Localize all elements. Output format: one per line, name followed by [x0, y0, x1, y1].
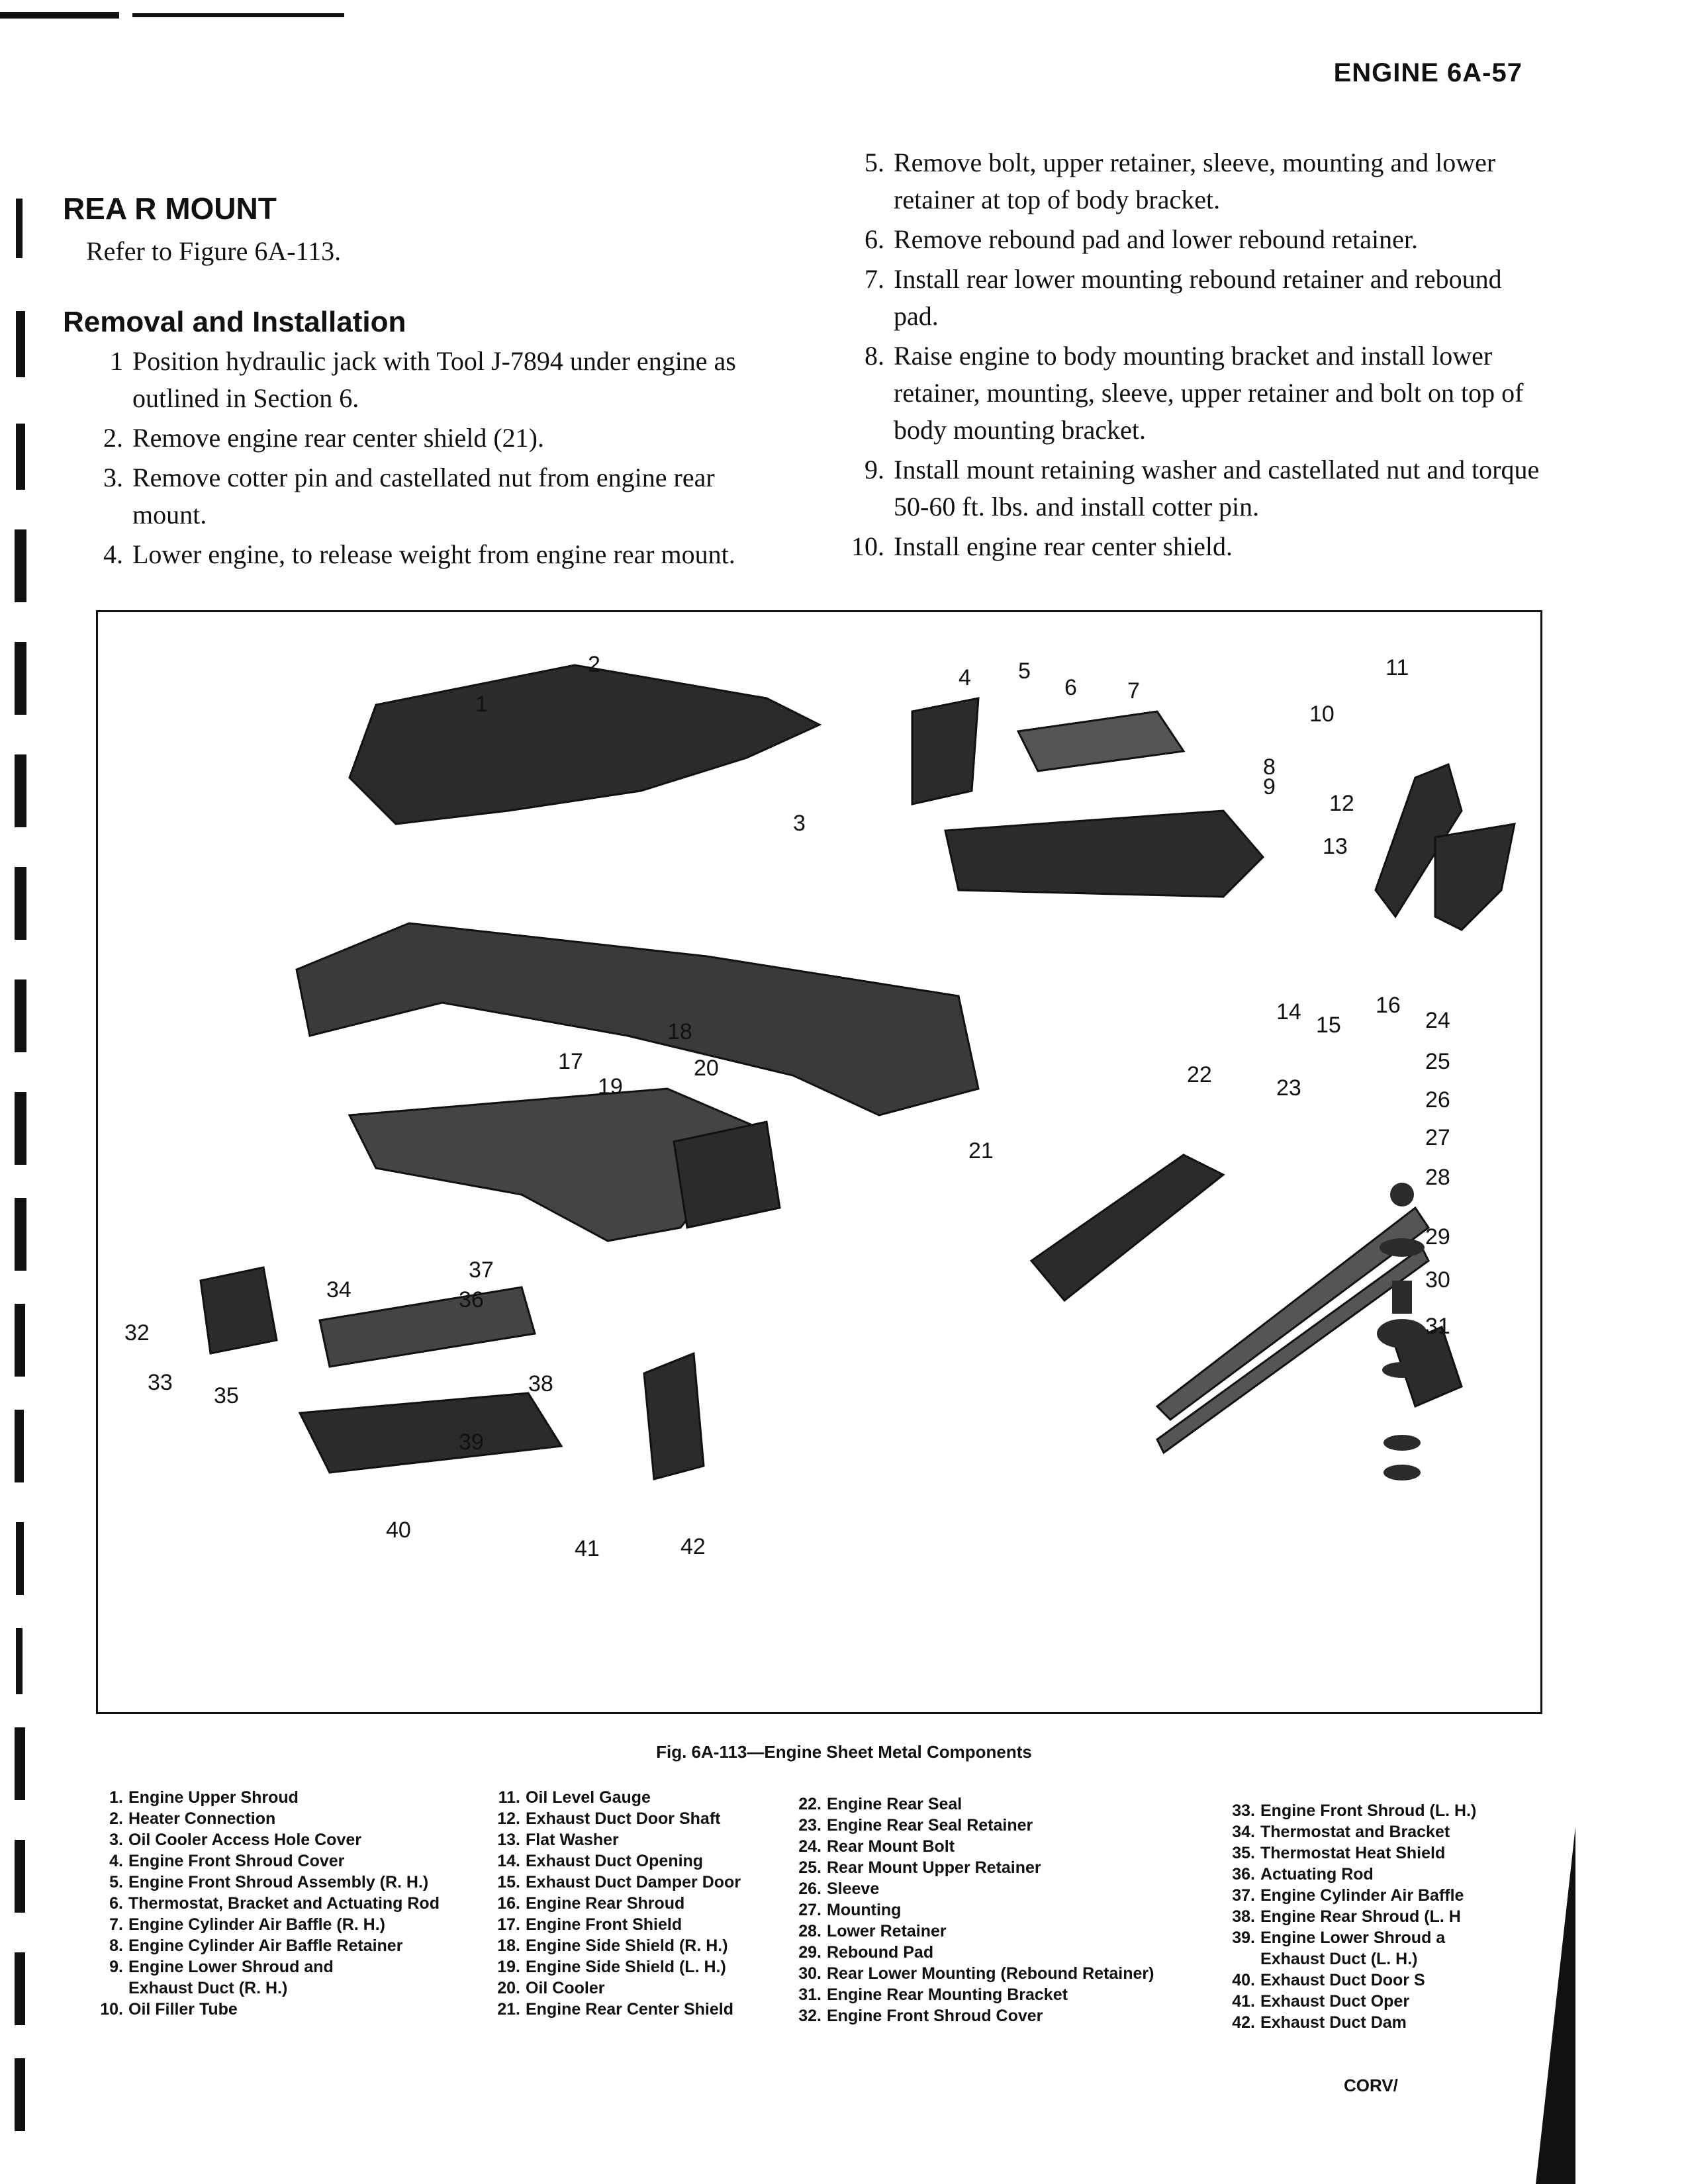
- step-text: Install mount retaining washer and castellated nut and torque 50-60 ft. lbs. and install cotter pin.: [894, 455, 1540, 522]
- legend-label: Engine Rear Seal: [827, 1795, 962, 1813]
- legend-number: 22.: [798, 1795, 821, 1813]
- step-number: 3.: [103, 463, 123, 492]
- page-header: ENGINE 6A-57: [1333, 58, 1523, 87]
- legend-label: Rear Mount Bolt: [827, 1837, 955, 1856]
- callout-number: 33: [148, 1370, 173, 1395]
- legend-label: Exhaust Duct Door Shaft: [526, 1809, 721, 1828]
- callout-number: 18: [667, 1019, 692, 1044]
- procedure-step: [847, 261, 1549, 335]
- legend-item: [798, 1878, 1154, 1899]
- legend-number: 41.: [1232, 1992, 1255, 2011]
- legend-item: [99, 1893, 440, 1914]
- step-text: Install engine rear center shield.: [894, 531, 1233, 561]
- legend-label: Engine Rear Center Shield: [526, 2000, 733, 2019]
- legend-item: [496, 1978, 741, 1999]
- legend-item: [798, 1857, 1154, 1878]
- legend-number: 39.: [1232, 1929, 1255, 1947]
- callout-number: 1: [475, 692, 488, 717]
- exploded-parts-figure: [96, 610, 1542, 1714]
- callout-number: 27: [1425, 1125, 1450, 1150]
- legend-item: [798, 1984, 1154, 2005]
- callout-number: 2: [588, 652, 600, 677]
- step-number: 2.: [103, 423, 123, 453]
- legend-item: [99, 1829, 440, 1850]
- legend-number: 4.: [109, 1852, 123, 1870]
- legend-number: 32.: [798, 2007, 821, 2025]
- scan-shadow: [1536, 1827, 1575, 2184]
- legend-item: [1231, 2012, 1476, 2033]
- callout-number: 37: [469, 1257, 494, 1283]
- legend-number: 2.: [109, 1809, 123, 1828]
- legend-number: 35.: [1232, 1844, 1255, 1862]
- legend-label: Flat Washer: [526, 1831, 619, 1849]
- legend-label: Exhaust Duct Door S: [1260, 1971, 1425, 1989]
- callout-number: 38: [528, 1371, 553, 1396]
- subheading: Removal and Installation: [63, 306, 406, 338]
- procedure-step: [847, 528, 1549, 565]
- legend-label: Engine Lower Shroud a: [1260, 1929, 1446, 1947]
- step-number: 6.: [865, 224, 884, 254]
- callout-number: 12: [1329, 791, 1354, 816]
- legend-item: [99, 1956, 440, 1978]
- callout-number: 10: [1309, 702, 1335, 727]
- callout-number: 14: [1276, 999, 1301, 1024]
- legend-item: [1231, 1821, 1476, 1843]
- scan-edge-mark: [0, 12, 119, 19]
- legend-label: Rebound Pad: [827, 1943, 934, 1962]
- legend-number: 30.: [798, 1964, 821, 1983]
- legend-label: Rear Lower Mounting (Rebound Retainer): [827, 1964, 1154, 1983]
- legend-item: [798, 1921, 1154, 1942]
- legend-number: 25.: [798, 1858, 821, 1877]
- callout-number: 28: [1425, 1165, 1450, 1190]
- legend-label: Thermostat Heat Shield: [1260, 1844, 1446, 1862]
- callout-number: 19: [598, 1074, 623, 1099]
- legend-item: [798, 1942, 1154, 1963]
- legend-label: Exhaust Duct Opening: [526, 1852, 704, 1870]
- legend-number: 1.: [109, 1788, 123, 1807]
- callout-number: 36: [459, 1287, 484, 1312]
- legend-item: [1231, 1843, 1476, 1864]
- legend-number: 18.: [497, 1936, 520, 1955]
- legend-item: [99, 1999, 440, 2020]
- callout-number: 5: [1018, 659, 1031, 684]
- legend-label: Oil Cooler Access Hole Cover: [128, 1831, 361, 1849]
- legend-number: 38.: [1232, 1907, 1255, 1926]
- callout-number: 6: [1064, 675, 1077, 700]
- step-text: Position hydraulic jack with Tool J-7894 under engine as outlined in Section 6.: [132, 346, 736, 413]
- procedure-step: [847, 338, 1549, 449]
- legend-item: [99, 1850, 440, 1872]
- step-number: 5.: [865, 148, 884, 177]
- legend-label: Sleeve: [827, 1880, 880, 1898]
- legend-item: [496, 1893, 741, 1914]
- legend-number: 9.: [109, 1958, 123, 1976]
- legend-number: 42.: [1232, 2013, 1255, 2032]
- legend-label: Actuating Rod: [1260, 1865, 1374, 1884]
- callout-number: 34: [326, 1277, 352, 1302]
- step-text: Remove rebound pad and lower rebound retainer.: [894, 224, 1418, 254]
- legend-number: 36.: [1232, 1865, 1255, 1884]
- legend-label: Engine Front Shield: [526, 1915, 682, 1934]
- callout-number: 8: [1263, 754, 1276, 780]
- figure-reference: Refer to Figure 6A-113.: [86, 236, 342, 266]
- legend-label: Lower Retainer: [827, 1922, 947, 1940]
- callout-number: 35: [214, 1383, 239, 1408]
- legend-item: [798, 1963, 1154, 1984]
- legend-number: 40.: [1232, 1971, 1255, 1989]
- legend-label: Engine Front Shroud Assembly (R. H.): [128, 1873, 429, 1891]
- legend-number: 6.: [109, 1894, 123, 1913]
- legend-label: Engine Cylinder Air Baffle Retainer: [128, 1936, 403, 1955]
- legend-number: 7.: [109, 1915, 123, 1934]
- step-number: 4.: [103, 539, 123, 569]
- step-text: Remove cotter pin and castellated nut from engine rear mount.: [132, 463, 715, 529]
- parts-legend-column: [496, 1787, 741, 2020]
- step-number: 9.: [865, 455, 884, 484]
- step-text: Remove bolt, upper retainer, sleeve, mounting and lower retainer at top of body bracket.: [894, 148, 1496, 214]
- legend-label: Engine Front Shroud (L. H.): [1260, 1801, 1477, 1820]
- legend-number: 3.: [109, 1831, 123, 1849]
- callout-number: 41: [575, 1536, 600, 1561]
- callout-number: 30: [1425, 1267, 1450, 1293]
- callout-number: 23: [1276, 1075, 1301, 1101]
- legend-item: [99, 1978, 440, 1999]
- legend-number: 31.: [798, 1985, 821, 2004]
- legend-item: [99, 1935, 440, 1956]
- legend-label: Engine Rear Mounting Bracket: [827, 1985, 1068, 2004]
- parts-legend-column: [99, 1787, 440, 2020]
- legend-number: 15.: [497, 1873, 520, 1891]
- legend-number: 21.: [497, 2000, 520, 2019]
- legend-label: Engine Side Shield (R. H.): [526, 1936, 728, 1955]
- legend-label: Engine Cylinder Air Baffle: [1260, 1886, 1464, 1905]
- legend-label: Exhaust Duct Dam: [1260, 2013, 1407, 2032]
- legend-item: [496, 1872, 741, 1893]
- step-text: Remove engine rear center shield (21).: [132, 423, 544, 453]
- legend-label: Exhaust Duct Damper Door: [526, 1873, 741, 1891]
- callout-number: 15: [1316, 1013, 1341, 1038]
- legend-label: Mounting: [827, 1901, 902, 1919]
- legend-number: 20.: [497, 1979, 520, 1997]
- legend-number: 33.: [1232, 1801, 1255, 1820]
- legend-number: 29.: [798, 1943, 821, 1962]
- callout-number: 13: [1323, 834, 1348, 859]
- legend-item: [496, 1914, 741, 1935]
- legend-number: 12.: [497, 1809, 520, 1828]
- page-footer: CORV/: [1344, 2075, 1398, 2095]
- procedure-steps-right: [847, 144, 1549, 568]
- callout-number: 11: [1385, 655, 1409, 680]
- legend-number: 11.: [498, 1788, 520, 1807]
- legend-number: 19.: [497, 1958, 520, 1976]
- legend-label: Engine Upper Shroud: [128, 1788, 299, 1807]
- legend-item: [798, 1794, 1154, 1815]
- procedure-step: [86, 420, 788, 457]
- legend-item: [496, 1999, 741, 2020]
- callout-number: 29: [1425, 1224, 1450, 1250]
- callout-number: 42: [680, 1534, 706, 1559]
- legend-number: 23.: [798, 1816, 821, 1835]
- legend-label: Exhaust Duct Oper: [1260, 1992, 1410, 2011]
- legend-number: 17.: [497, 1915, 520, 1934]
- legend-item: [99, 1787, 440, 1808]
- legend-number: 28.: [798, 1922, 821, 1940]
- legend-number: 5.: [109, 1873, 123, 1891]
- callout-number: 26: [1425, 1087, 1450, 1113]
- procedure-step: [847, 221, 1549, 258]
- procedure-steps-left: [86, 343, 788, 576]
- legend-label: Heater Connection: [128, 1809, 276, 1828]
- legend-label: Rear Mount Upper Retainer: [827, 1858, 1041, 1877]
- legend-item: [496, 1956, 741, 1978]
- legend-label: Thermostat and Bracket: [1260, 1823, 1450, 1841]
- legend-label: Engine Side Shield (L. H.): [526, 1958, 726, 1976]
- parts-illustration: [98, 612, 1544, 1716]
- legend-item: [1231, 1991, 1476, 2012]
- callout-number: 9: [1263, 774, 1276, 799]
- callout-number: 3: [793, 811, 806, 836]
- legend-number: 10.: [100, 2000, 123, 2019]
- legend-label: Engine Rear Shroud: [526, 1894, 685, 1913]
- legend-item: [496, 1808, 741, 1829]
- legend-item: [1231, 1864, 1476, 1885]
- parts-legend-column: [798, 1794, 1154, 2026]
- step-number: 7.: [865, 264, 884, 294]
- legend-label: Oil Level Gauge: [526, 1788, 651, 1807]
- procedure-step: [847, 144, 1549, 218]
- legend-item: [496, 1829, 741, 1850]
- step-number: 10.: [851, 531, 884, 561]
- legend-item: [496, 1850, 741, 1872]
- section-heading: REA R MOUNT: [63, 191, 277, 226]
- legend-item: [496, 1787, 741, 1808]
- legend-item: [798, 2005, 1154, 2026]
- callout-number: 7: [1127, 678, 1140, 704]
- callout-number: 17: [558, 1049, 583, 1074]
- step-text: Lower engine, to release weight from engine rear mount.: [132, 539, 735, 569]
- callout-number: 31: [1425, 1314, 1450, 1339]
- legend-number: 34.: [1232, 1823, 1255, 1841]
- figure-caption: Fig. 6A-113—Engine Sheet Metal Components: [656, 1742, 1032, 1762]
- scan-edge-mark: [132, 13, 344, 17]
- procedure-step: [86, 343, 788, 417]
- legend-item: [798, 1815, 1154, 1836]
- legend-number: 37.: [1232, 1886, 1255, 1905]
- callout-number: 22: [1187, 1062, 1212, 1087]
- legend-item: [1231, 1970, 1476, 1991]
- callout-number: 32: [124, 1320, 150, 1345]
- callout-number: 25: [1425, 1049, 1450, 1074]
- legend-number: 27.: [798, 1901, 821, 1919]
- legend-item: [496, 1935, 741, 1956]
- legend-label: Thermostat, Bracket and Actuating Rod: [128, 1894, 440, 1913]
- legend-number: 24.: [798, 1837, 821, 1856]
- legend-number: 8.: [109, 1936, 123, 1955]
- legend-item: [798, 1836, 1154, 1857]
- part-shapes: [201, 665, 1515, 1479]
- legend-number: 26.: [798, 1880, 821, 1898]
- legend-number: 14.: [497, 1852, 520, 1870]
- callout-number: 40: [386, 1518, 411, 1543]
- legend-label: Engine Lower Shroud and: [128, 1958, 334, 1976]
- legend-label: Engine Front Shroud Cover: [827, 2007, 1043, 2025]
- callout-number: 16: [1376, 993, 1401, 1018]
- legend-label: Engine Front Shroud Cover: [128, 1852, 345, 1870]
- legend-label: Engine Rear Shroud (L. H: [1260, 1907, 1461, 1926]
- legend-label: Exhaust Duct (R. H.): [128, 1979, 288, 1997]
- legend-item: [1231, 1885, 1476, 1906]
- legend-number: 13.: [497, 1831, 520, 1849]
- legend-label: Oil Filler Tube: [128, 2000, 238, 2019]
- callout-number: 24: [1425, 1008, 1450, 1033]
- legend-label: Engine Cylinder Air Baffle (R. H.): [128, 1915, 386, 1934]
- legend-item: [1231, 1927, 1476, 1948]
- step-text: Install rear lower mounting rebound retainer and rebound pad.: [894, 264, 1502, 331]
- step-number: 1: [110, 346, 123, 376]
- step-number: 8.: [865, 341, 884, 371]
- legend-item: [1231, 1906, 1476, 1927]
- legend-label: Exhaust Duct (L. H.): [1260, 1950, 1418, 1968]
- callout-number: 4: [959, 665, 971, 690]
- procedure-step: [86, 459, 788, 533]
- legend-item: [99, 1808, 440, 1829]
- legend-item: [99, 1914, 440, 1935]
- callout-number: 20: [694, 1056, 719, 1081]
- callout-number: 21: [968, 1138, 994, 1163]
- callout-number: 39: [459, 1430, 484, 1455]
- procedure-step: [86, 536, 788, 573]
- legend-item: [1231, 1948, 1476, 1970]
- legend-item: [99, 1872, 440, 1893]
- step-text: Raise engine to body mounting bracket and install lower retainer, mounting, sleeve, upper retainer and bolt on top of body mounting bracket.: [894, 341, 1524, 445]
- procedure-step: [847, 451, 1549, 525]
- legend-item: [1231, 1800, 1476, 1821]
- legend-number: 16.: [497, 1894, 520, 1913]
- legend-item: [798, 1899, 1154, 1921]
- legend-label: Oil Cooler: [526, 1979, 605, 1997]
- parts-legend-column: [1231, 1800, 1476, 2033]
- legend-label: Engine Rear Seal Retainer: [827, 1816, 1033, 1835]
